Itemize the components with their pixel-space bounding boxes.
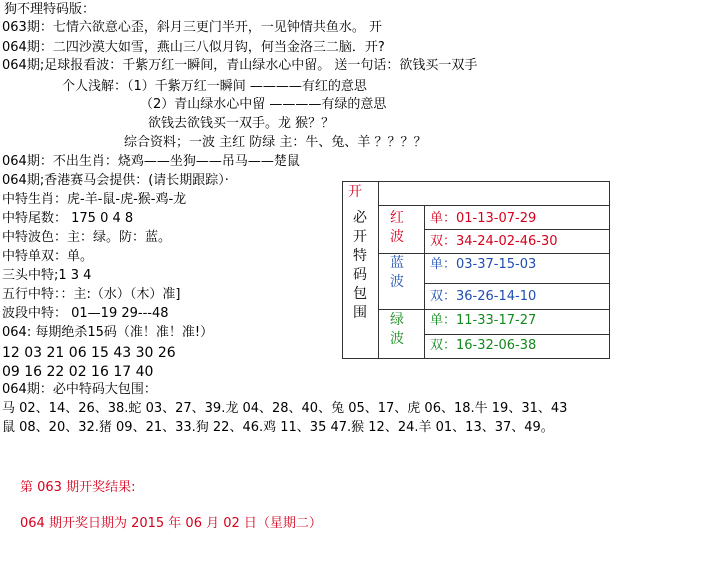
no-animal-line: 064期：不出生肖：烧鸡——坐狗——吊马——楚鼠	[2, 154, 300, 169]
summary-line: 综合资料；一波 主红 防绿 主：牛、兔、羊 ？？？？	[124, 135, 427, 150]
green-even-row: 双：16-32-06-38	[430, 338, 537, 353]
title-line: 狗不理特码版：	[4, 2, 96, 17]
green-wave-label: 绿 波	[390, 312, 404, 347]
green-odd-row: 单：11-33-17-27	[430, 313, 537, 328]
element-line: 五行中特：：主:（水）（木）准]	[2, 287, 181, 302]
zodiac-line: 中特生肖：虎-羊-鼠-虎-猴-鸡-龙	[2, 192, 187, 207]
wave-line: 中特波色：主：绿。防：蓝。	[2, 230, 172, 245]
result-063-line: 第 063 期开奖结果:	[20, 480, 136, 495]
pack-line-2: 鼠 08、20、32.猪 09、21、33.狗 22、46.鸡 11、35 47.猴 12、24.羊 01、13、37、49。	[2, 420, 554, 435]
segment-line: 波段中特： 01—19 29---48	[2, 306, 169, 321]
kai-label: 开	[348, 184, 362, 200]
odd-even-line: 中特单双：单。	[2, 249, 94, 264]
shallow-line-2: （2）青山绿水心中留 ————有绿的意思	[140, 97, 387, 112]
blue-even-row: 双：36-26-14-10	[430, 289, 537, 304]
big-pack-line: 064期：必中特码大包围：	[2, 382, 157, 397]
blue-odd-row: 单：03-37-15-03	[430, 257, 537, 272]
kill15-line: 064: 每期绝杀15码（准！准！准!）	[2, 325, 214, 340]
desire-line: 欲钱去欲钱买一双手。龙 猴？？	[148, 116, 335, 131]
hk-line: 064期;香港赛马会提供：(请长期跟踪）·	[2, 173, 229, 188]
red-odd-row: 单：01-13-07-29	[430, 211, 537, 226]
special-code-panel	[342, 181, 610, 359]
line-063: 063期：七情六欲意心歪，斜月三更门半开，一见钟情共鱼水。 开	[2, 20, 382, 35]
red-even-row: 双：34-24-02-46-30	[430, 234, 558, 249]
numbers-line-1: 12 03 21 06 15 43 30 26	[2, 345, 176, 361]
left-column-text: 必 开 特 码 包 围	[353, 210, 367, 321]
shallow-line-1: 个人浅解：（1）千紫万红一瞬间 ————有红的意思	[62, 79, 367, 94]
line-064-a: 064期：二四沙漠大如雪，燕山三八似月钩，何当金洛三二脑．开?	[2, 40, 385, 55]
head-line: 三头中特;1 3 4	[2, 268, 92, 283]
line-064-b: 064期;足球报看波：千紫万红一瞬间，青山绿水心中留。 送一句话：欲钱买一双手	[2, 58, 478, 73]
red-wave-label: 红 波	[390, 210, 404, 245]
tail-line: 中特尾数： 175 0 4 8	[2, 211, 134, 226]
blue-wave-label: 蓝 波	[390, 255, 404, 290]
numbers-line-2: 09 16 22 02 16 17 40	[2, 364, 154, 380]
date-064-line: 064 期开奖日期为 2015 年 06 月 02 日（星期二）	[20, 516, 322, 531]
pack-line-1: 马 02、14、26、38.蛇 03、27、39.龙 04、28、40、兔 05、17、虎 06、18.牛 19、31、43	[2, 401, 568, 416]
